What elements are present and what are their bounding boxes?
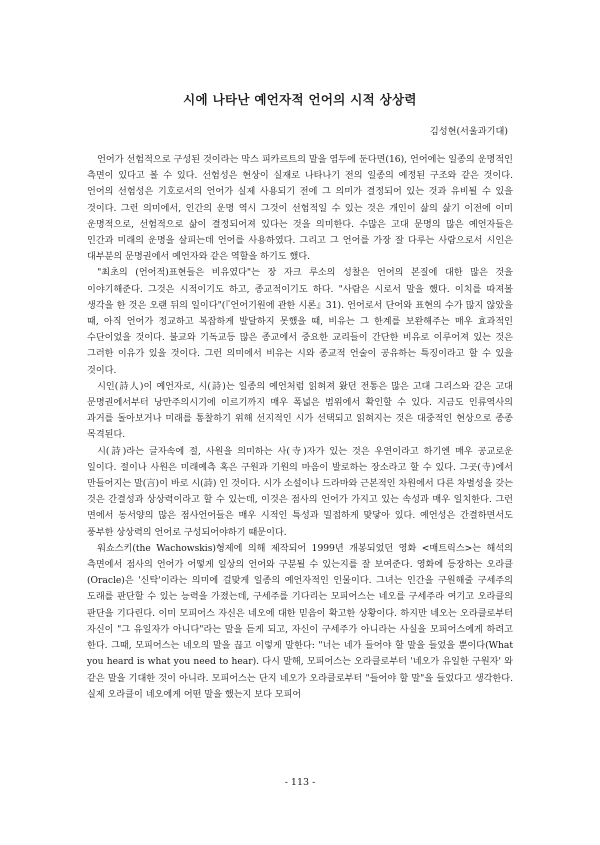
body-text	[87, 152, 513, 703]
page-number: - 113 -	[284, 777, 316, 788]
paragraph-4: 시(詩)라는 글자속에 절, 사원을 의미하는 사(寺)자가 있는 것은 우연이라고 하기엔 매우 공교로운 일이다. 절이나 사원은 미래예측 혹은 구원과 기원의 마음이 발로하는 장소라고 할 수 있다. 그곳(寺)에서 만들어지는 말(言)이 바로 시(詩) 인 것이다. 시가 소설이나 드라마와 근본적인 차원에서 다른 차별성을 갖는 것은 간결성과 상상력이라고 할 수 있는데, 이것은 점사의 언어가 가지고 있는 속성과 매우 일치한다. 그런 면에서 동서양의 많은 점사언어들은 매우 시적인 특성과 밀접하게 맞닿아 있다. 예언성은 간결하면서도 풍부한 상상력의 언어로 구성되어야하기 때문이다.	[87, 446, 513, 538]
paragraph-2: "최초의 (언어적)표현들은 비유였다"는 장 자크 루소의 성찰은 언어의 본질에 대한 많은 것을 이야기해준다. 그것은 시적이기도 하고, 종교적이기도 하다. "사람은 시로서 말을 했다. 이치를 따져볼 생각을 한 것은 오랜 뒤의 일이다"(『언어기원에 관한 시론』31). 언어로서 단어와 표현의 수가 많지 않았을 때, 아직 언어가 정교하고 복잡하게 발달하지 못했을 때, 비유는 그 한계를 보완해주는 매우 효과적인 수단이었을 것이다. 불교와 기독교등 많은 종교에서 중요한 교리들이 간단한 비유로 이루어져 있는 것은 그러한 이유가 있을 것이다. 그런 의미에서 비유는 시와 종교적 언술이 공유하는 특징이라고 할 수 있을 것이다.	[87, 268, 513, 376]
paragraph-5: 워쇼스키(the Wachowskis)형제에 의해 제작되어 1999년 개봉되었던 영화 <매트릭스>는 해석의 측면에서 점사의 언어가 어떻게 일상의 언어와 구분될 수 있는지를 잘 보여준다. 영화에 등장하는 오라클(Oracle)은 '신탁'이라는 의미에 걸맞게 일종의 예언자적인 인물이다. 그녀는 인간을 구원해줄 구세주의 도래를 판단할 수 있는 능력을 가졌는데, 구세주를 기다리는 모피어스는 네오를 구세주라 여기고 오라클의 판단을 기다린다. 이미 모피어스 자신은 네오에 대한 믿음이 확고한 상황이다. 하지만 네오는 오라클로부터 자신이 "그 유일자가 아니다"라는 말을 듣게 되고, 자신이 구세주가 아니라는 사실을 모피어스에게 하려고 한다. 그때, 모피어스는 네오의 말을 끊고 이렇게 말한다: "너는 네가 들어야 할 말을 들었을 뿐이다(What you heard is what you need to hear). 다시 말해, 모피어스는 오라클로부터 '네오가 유일한 구원자' 와 같은 말을 기대한 것이 아니라. 모피어스는 단지 네오가 오라클로부터 "들어야 할 말"을 들었다고 생각한다. 실제 오라클이 네오에게 어떤 말을 했는지 보다 모피어	[87, 543, 513, 700]
author-line: 김성현(서울과기대)	[429, 126, 508, 137]
paper-title: 시에 나타난 예언자적 언어의 시적 상상력	[183, 92, 417, 107]
paragraph-3: 시인(詩人)이 예언자로, 시(詩)는 일종의 예언처럼 읽혀져 왔던 전통은 많은 고대 그리스와 같은 고대 문명권에서부터 낭만주의시기에 이르기까지 매우 폭넓은 범위에서 확인할 수 있다. 지금도 인류역사의 과거를 돌아보거나 미래를 통찰하기 위해 선지적인 시가 선택되고 읽혀지는 것은 대중적인 현상으로 종종 목격된다.	[87, 381, 513, 441]
paragraph-1: 언어가 선험적으로 구성된 것이라는 막스 피카르트의 말을 염두에 둔다면(16), 언어에는 일종의 운명적인 측면이 있다고 볼 수 있다. 선험성은 현상이 실재로 나타나기 전의 일종의 예정된 구조와 같은 것이다. 언어의 선험성은 기호로서의 언어가 실제 사용되기 전에 그 의미가 결정되어 있는 것과 유비될 수 있을 것이다. 그런 의미에서, 인간의 운명 역시 그것이 선험적일 수 있는 것은 개인이 삶의 삶기 이전에 이미 운명적으로, 선험적으로 삶이 결정되어져 있다는 것을 의미한다. 수많은 고대 문명의 많은 예언자들은 인간과 미래의 운명을 살피는데 언어를 사용하였다. 그리고 그 언어를 가장 잘 다루는 사람으로서 시인은 대부분의 문명권에서 예언자와 같은 역할을 하기도 했다.	[87, 155, 513, 263]
